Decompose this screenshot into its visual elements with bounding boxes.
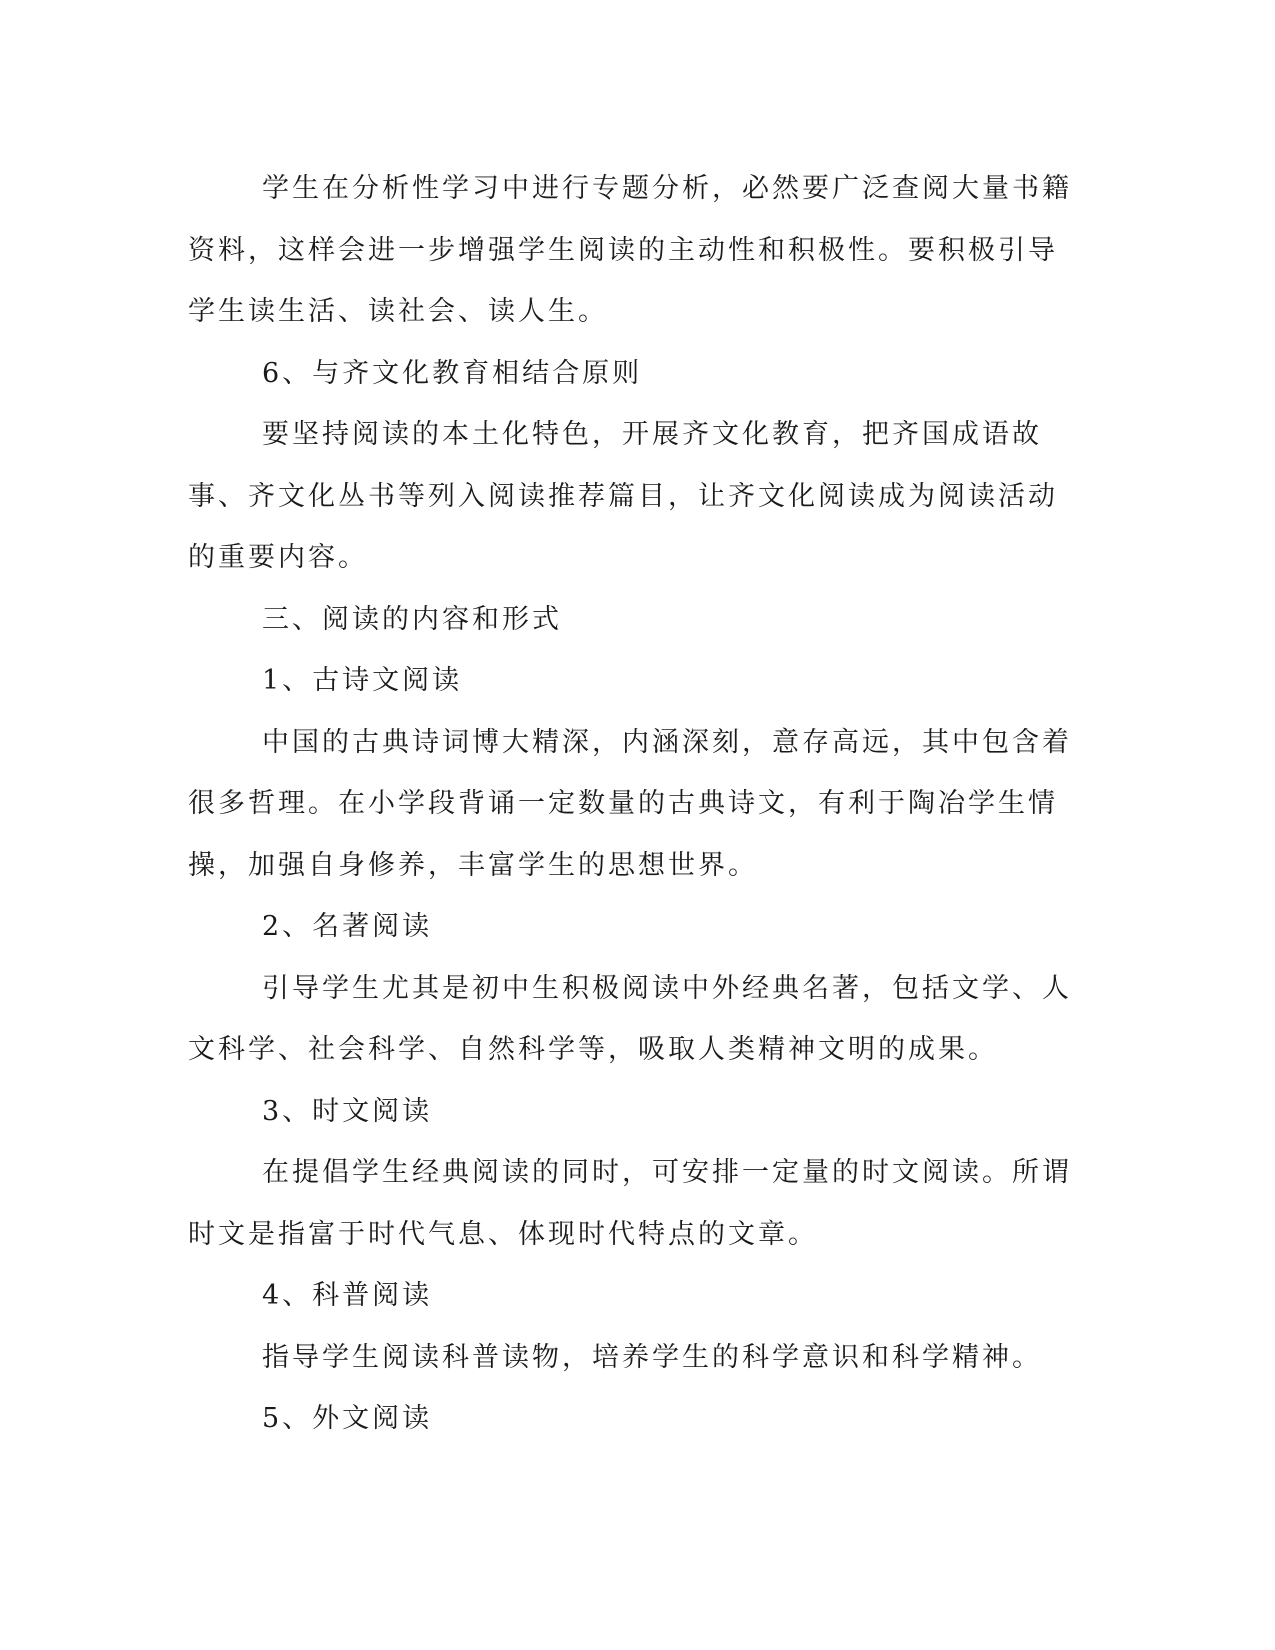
heading-science-reading: 4、科普阅读 [262, 1280, 433, 1311]
heading-qi-culture-principle: 6、与齐文化教育相结合原则 [262, 357, 643, 389]
section-heading-reading-content: 三、阅读的内容和形式 [262, 603, 562, 635]
paragraph-classics-reading: 引导学生尤其是初中生积极阅读中外经典名著，包括文学、人文科学、社会科学、自然科学等，吸取人类精神文明的成果。 [188, 972, 1072, 1065]
paragraph-contemporary-reading: 在提倡学生经典阅读的同时，可安排一定量的时文阅读。所谓时文是指富于时代气息、体现时代特点的文章。 [188, 1157, 1072, 1250]
heading-classical-poetry: 1、古诗文阅读 [262, 665, 463, 696]
heading-classics-reading: 2、名著阅读 [262, 911, 433, 942]
paragraph-classical-poetry: 中国的古典诗词博大精深，内涵深刻，意存高远，其中包含着很多哲理。在小学段背诵一定数量的古典诗文，有利于陶冶学生情操，加强自身修养，丰富学生的思想世界。 [188, 726, 1072, 881]
paragraph-qi-culture: 要坚持阅读的本土化特色，开展齐文化教育，把齐国成语故事、齐文化丛书等列入阅读推荐篇目，让齐文化阅读成为阅读活动的重要内容。 [188, 419, 1058, 573]
paragraph-study-analysis: 学生在分析性学习中进行专题分析，必然要广泛查阅大量书籍资料，这样会进一步增强学生阅读的主动性和积极性。要积极引导学生读生活、读社会、读人生。 [188, 173, 1072, 327]
heading-foreign-reading: 5、外文阅读 [262, 1403, 433, 1434]
heading-contemporary-reading: 3、时文阅读 [262, 1095, 433, 1127]
document-body [188, 158, 1078, 1450]
paragraph-science-reading: 指导学生阅读科普读物，培养学生的科学意识和科学精神。 [262, 1341, 1042, 1373]
